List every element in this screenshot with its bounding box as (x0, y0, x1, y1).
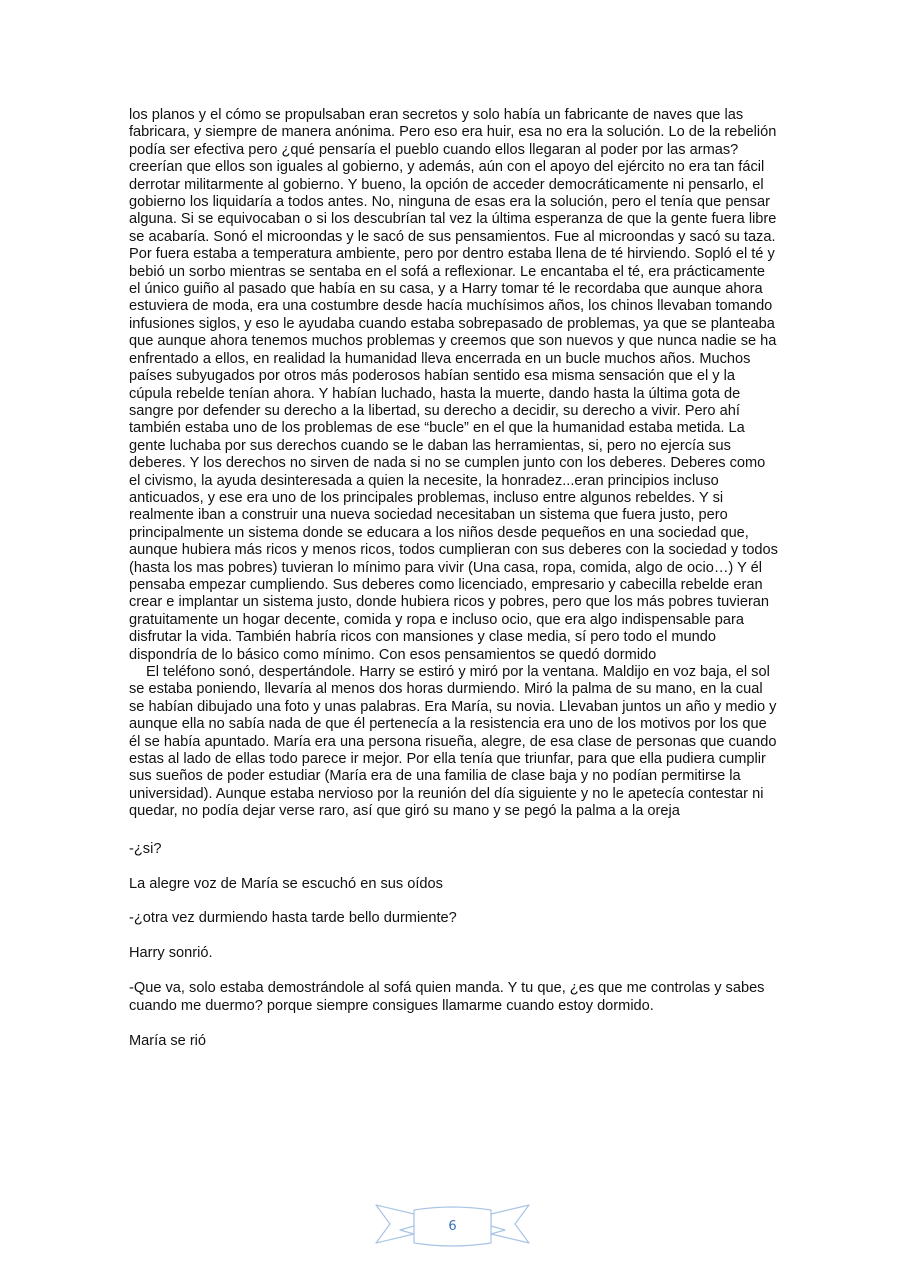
dialogue-line-si: -¿si? (129, 840, 162, 857)
dialogue-line-sleeping: -¿otra vez durmiendo hasta tarde bello durmiente? (129, 910, 457, 927)
paragraph-harry-smiles: Harry sonrió. (129, 945, 213, 962)
dialogue-line-sofa: -Que va, solo estaba demostrándole al sofá quien manda. Y tu que, ¿es que me controlas y sabes cuando me duermo? porque siempre consigues llamarme cuando estoy dormido. (129, 980, 765, 1014)
paragraph-rebellion-thoughts: los planos y el cómo se propulsaban eran secretos y solo había un fabricante de naves que las fabricara, y siempre de manera anónima. Pero eso era huir, esa no era la solución. Lo de la rebelión podía ser efectiva pero ¿qué pensaría el pueblo cuando ellos llegaran al poder por las armas? creerían que ellos son iguales al gobierno, y además, aún con el apoyo del ejército no era tan fácil derrotar militarmente al gobierno. Y bueno, la opción de acceder democráticamente ni pensarlo, el gobierno los liquidaría a todos antes. No, ninguna de esas era la solución, pero el tenía que pensar alguna. Si se equivocaban o si los descubrían tal vez la última esperanza de que la gente fuera libre se acabaría. Sonó el microondas y le sacó de sus pensamientos. Fue al microondas y sacó su taza. Por fuera estaba a temperatura ambiente, pero por dentro estaba llena de té hirviendo. Sopló el té y bebió un sorbo mientras se sentaba en el sofá a reflexionar. Le encantaba el té, era prácticamente el único guiño al pasado que había en su casa, y a Harry tomar té le recordaba que aunque ahora estuviera de moda, era una costumbre desde hacía muchísimos años, los chinos llevaban tomando infusiones siglos, y eso le ayudaba cuando estaba sobrepasado de problemas, ya que se planteaba que aunque ahora tenemos muchos problemas y creemos que son nuevos y que nunca nadie se ha enfrentado a ellos, en realidad la humanidad lleva encerrada en un bucle muchos años. Muchos países subyugados por otros más poderosos habían sentido esa misma sensación que el y la cúpula rebelde tenían ahora. Y habían luchado, hasta la muerte, dando hasta la última gota de sangre por defender su derecho a la libertad, su derecho a decidir, su derecho a vivir. Pero ahí también estaba uno de los problemas de ese “bucle” en el que la humanidad estaba metida. La gente luchaba por sus derechos cuando se le daban las herramientas, si, pero no ejercía sus deberes. Y los derechos no sirven de nada si no se cumplen junto con los deberes. Deberes como el civismo, la ayuda desinteresada a quien la necesite, la honradez...eran principios incluso anticuados, y ese era uno de los principales problemas, incluso entre algunos rebeldes. Y si realmente iban a construir una nueva sociedad necesitaban un sistema que fuera justo, pero principalmente un sistema donde se educara a los niños desde pequeños en una sociedad que, aunque hubiera más ricos y menos ricos, todos cumplieran con sus deberes con la sociedad y todos (hasta los mas pobres) tuvieran lo mínimo para vivir (Una casa, ropa, comida, algo de ocio…) Y él pensaba empezar cumpliendo. Sus deberes como licenciado, empresario y cabecilla rebelde eran crear e implantar un sistema justo, donde hubiera ricos y pobres, pero que los más pobres tuvieran gratuitamente un hogar decente, comida y ropa e incluso ocio, que era algo indispensable para disfrutar la vida. También habría ricos con mansiones y clase media, sí pero todo el mundo dispondría de lo básico como mínimo. Con esos pensamientos se quedó dormido (129, 107, 778, 663)
page-number-ribbon (374, 1198, 531, 1252)
paragraph-maria-laughs: María se rió (129, 1032, 207, 1049)
paragraph-phone-rings: El teléfono sonó, despertándole. Harry se estiró y miró por la ventana. Maldijo en voz baja, el sol se estaba poniendo, llevaría al menos dos horas durmiendo. Miró la palma de su mano, en la cual se habían dibujado una foto y unas palabras. Era María, su novia. Llevaban juntos un año y medio y aunque ella no sabía nada de que él pertenecía a la resistencia era uno de los motivos por los que él se había apuntado. María era una persona risueña, alegre, de esa clase de personas que cuando estas al lado de ellas todo parece ir mejor. Por ella tenía que triunfar, para que ella pudiera cumplir sus sueños de poder estudiar (María era de una familia de clase baja y no podían permitirse la universidad). Aunque estaba nervioso por la reunión del día siguiente y no le apetecía contestar ni quedar, no podía dejar verse raro, así que giró su mano y se pegó la palma a la oreja (129, 664, 777, 820)
page-body (129, 107, 779, 1050)
page-number: 6 (448, 1219, 457, 1234)
paragraph-maria-voice: La alegre voz de María se escuchó en sus oídos (129, 875, 443, 892)
